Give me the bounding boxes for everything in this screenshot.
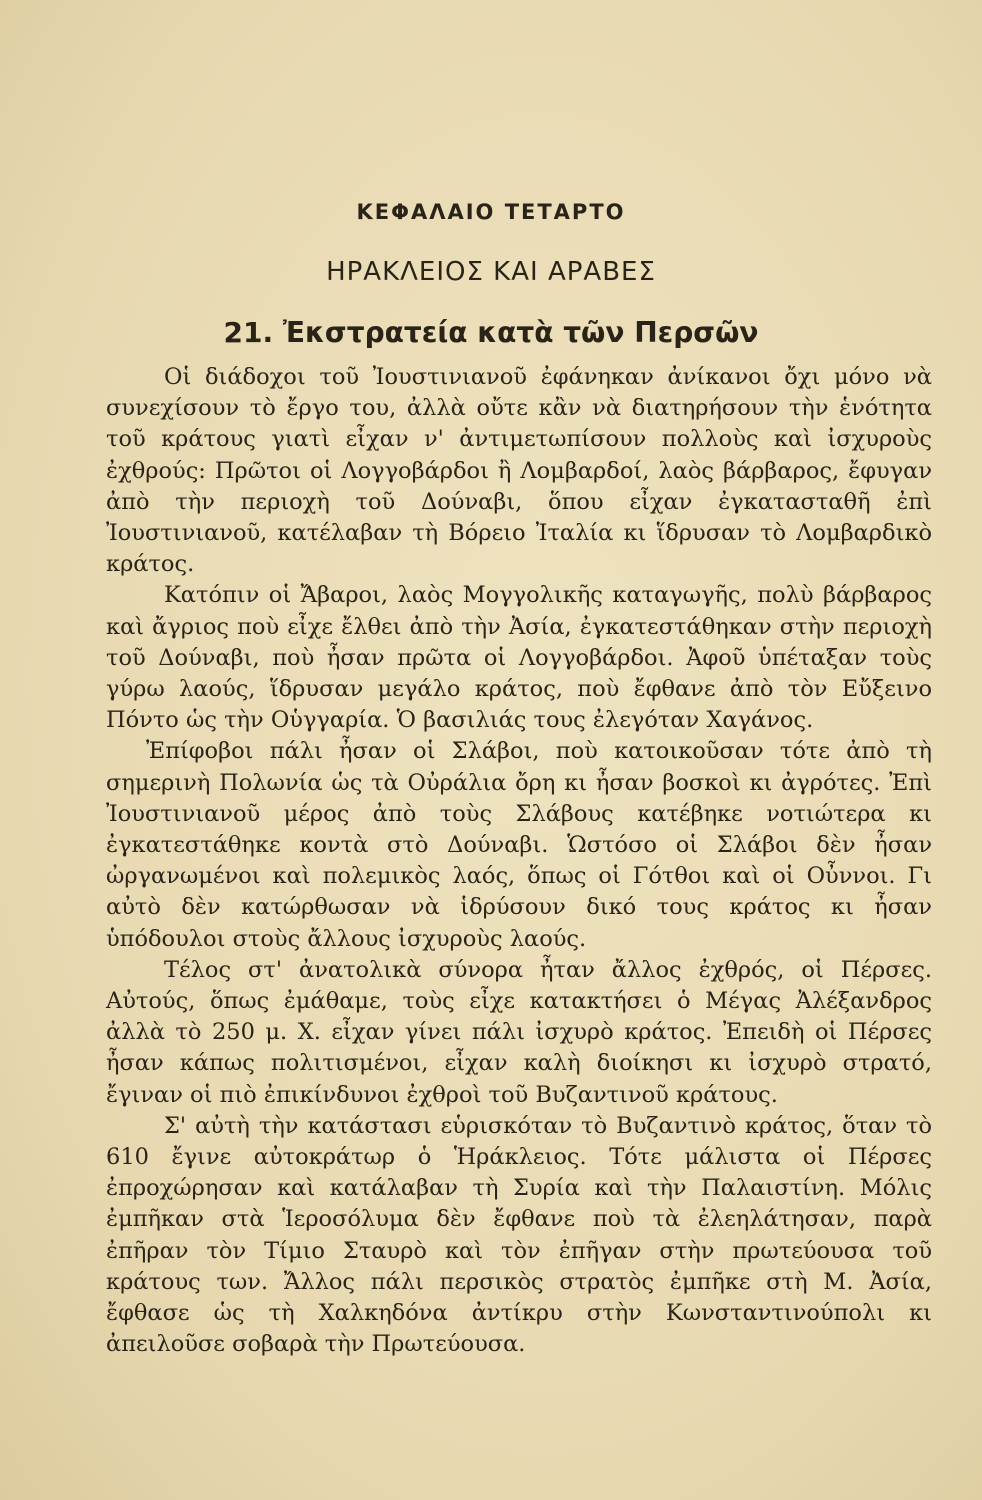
body-text (106, 362, 932, 1361)
paragraph: Ἐπίφοβοι πάλι ἦσαν οἱ Σλάβοι, ποὺ κατοικοῦσαν τότε ἀπὸ τὴ σημερινὴ Πολωνία ὡς τὰ Οὐράλια ὄρη κι ἦσαν βοσκοὶ κι ἀγρότες. Ἐπὶ Ἰουστινιανοῦ μέρος ἀπὸ τοὺς Σλάβους κατέβηκε νοτιώτερα κι ἐγκατεστάθηκε κοντὰ στὸ Δούναβι. Ὡστόσο οἱ Σλάβοι δὲν ἦσαν ὠργανωμένοι καὶ πολεμικὸς λαός, ὅπως οἱ Γότθοι καὶ οἱ Οὖννοι. Γι αὐτὸ δὲν κατώρθωσαν νὰ ἱδρύσουν δικό τους κράτος κι ἦσαν ὑπόδουλοι στοὺς ἄλλους ἰσχυροὺς λαούς. (106, 738, 932, 952)
paragraph: Σ' αὐτὴ τὴν κατάστασι εὑρισκόταν τὸ Βυζαντινὸ κράτος, ὅταν τὸ 610 ἔγινε αὐτοκράτωρ ὁ Ἡράκλειος. Τότε μάλιστα οἱ Πέρσες ἐπροχώρησαν καὶ κατάλαβαν τὴ Συρία καὶ τὴν Παλαιστίνη. Μόλις ἐμπῆκαν στὰ Ἱεροσόλυμα δὲν ἔφθανε ποὺ τὰ ἐλεηλάτησαν, παρὰ ἐπῆραν τὸν Τίμιο Σταυρὸ καὶ τὸν ἐπῆγαν στὴν πρωτεύουσα τοῦ κράτους των. Ἄλλος πάλι περσικὸς στρατὸς ἐμπῆκε στὴ Μ. Ἀσία, ἔφθασε ὡς τὴ Χαλκηδόνα ἀντίκρυ στὴν Κωνσταντινούπολι κι ἀπειλοῦσε σοβαρὰ τὴν Πρωτεύουσα. (106, 1112, 932, 1358)
paragraph: Τέλος στ' ἀνατολικὰ σύνορα ἦταν ἄλλος ἐχθρός, οἱ Πέρσες. Αὐτούς, ὅπως ἐμάθαμε, τοὺς εἶχε κατακτήσει ὁ Μέγας Ἀλέξανδρος ἀλλὰ τὸ 250 μ. Χ. εἶχαν γίνει πάλι ἰσχυρὸ κράτος. Ἐπειδὴ οἱ Πέρσες ἦσαν κάπως πολιτισμένοι, εἶχαν καλὴ διοίκησι κι ἰσχυρὸ στρατό, ἔγιναν οἱ πιὸ ἐπικίνδυνοι ἐχθροὶ τοῦ Βυζαντινοῦ κράτους. (106, 956, 932, 1108)
paragraph: Οἱ διάδοχοι τοῦ Ἰουστινιανοῦ ἐφάνηκαν ἀνίκανοι ὄχι μόνο νὰ συνεχίσουν τὸ ἔργο του, ἀλλὰ οὔτε κἂν νὰ διατηρήσουν τὴν ἑνότητα τοῦ κράτους γιατὶ εἶχαν ν' ἀντιμετωπίσουν πολλοὺς καὶ ἰσχυροὺς ἐχθρούς: Πρῶτοι οἱ Λογγοβάρδοι ἢ Λομβαρδοί, λαὸς βάρβαρος, ἔφυγαν ἀπὸ τὴν περιοχὴ τοῦ Δούναβι, ὅπου εἶχαν ἐγκατασταθῆ ἐπὶ Ἰουστινιανοῦ, κατέλαβαν τὴ Βόρειο Ἰταλία κι ἵδρυσαν τὸ Λομβαρδικὸ κράτος. (106, 364, 932, 578)
paragraph: Κατόπιν οἱ Ἄβαροι, λαὸς Μογγολικῆς καταγωγῆς, πολὺ βάρβαρος καὶ ἄγριος ποὺ εἶχε ἔλθει ἀπὸ τὴν Ἀσία, ἐγκατεστάθηκαν στὴν περιοχὴ τοῦ Δούναβι, ποὺ ἦσαν πρῶτα οἱ Λογγοβάρδοι. Ἀφοῦ ὑπέταξαν τοὺς γύρω λαούς, ἵδρυσαν μεγάλο κράτος, ποὺ ἔφθανε ἀπὸ τὸν Εὔξεινο Πόντο ὡς τὴν Οὑγγαρία. Ὁ βασιλιάς τους ἐλεγόταν Χαγάνος. (106, 582, 932, 734)
section-heading: 21. Ἐκστρατεία κατὰ τῶν Περσῶν (223, 316, 759, 349)
chapter-title: ΗΡΑΚΛΕΙΟΣ ΚΑΙ ΑΡΑΒΕΣ (326, 257, 656, 287)
chapter-label: ΚΕΦΑΛΑΙΟ ΤΕΤΑΡΤΟ (356, 200, 626, 224)
